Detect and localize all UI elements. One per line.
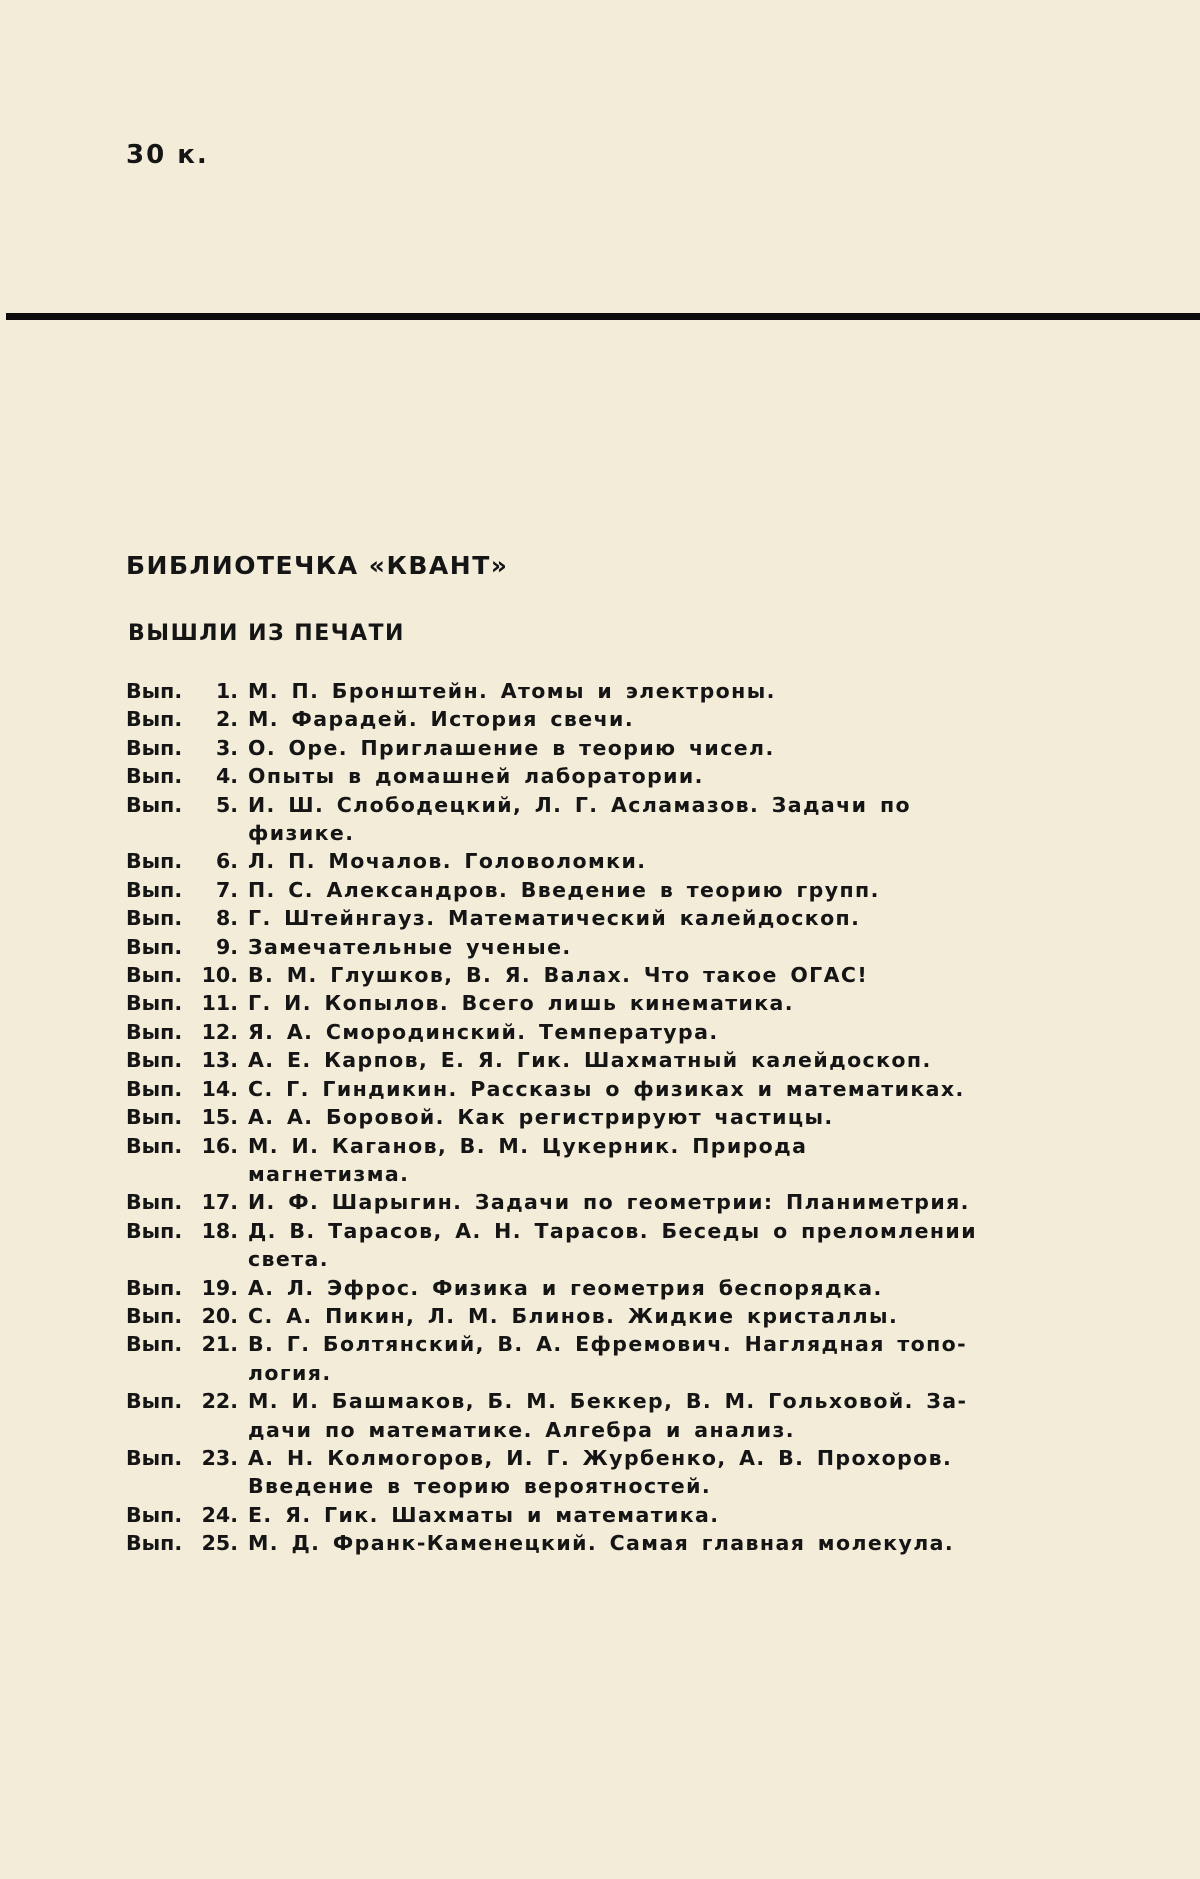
issue-number: 13. bbox=[201, 1048, 238, 1073]
issue-title: А. Л. Эфрос. Физика и геометрия беспорядка. bbox=[248, 1275, 883, 1300]
issue-item bbox=[126, 1046, 1056, 1074]
issue-item bbox=[126, 1132, 1056, 1189]
issue-item bbox=[126, 1075, 1056, 1103]
issue-item bbox=[126, 1501, 1056, 1529]
issue-prefix: Вып. bbox=[126, 906, 183, 931]
issue-title: Г. Штейнгауз. Математический калейдоскоп. bbox=[248, 906, 861, 931]
issue-prefix: Вып. bbox=[126, 1048, 183, 1073]
issue-item bbox=[126, 705, 1056, 733]
issue-item bbox=[126, 734, 1056, 762]
issue-title: Е. Я. Гик. Шахматы и математика. bbox=[248, 1502, 720, 1527]
issue-title: С. А. Пикин, Л. М. Блинов. Жидкие кристаллы. bbox=[248, 1303, 899, 1328]
issue-prefix: Вып. bbox=[126, 735, 183, 760]
issue-title: В. М. Глушков, В. Я. Валах. Что такое ОГАС! bbox=[248, 963, 869, 988]
issue-title: Я. А. Смородинский. Температура. bbox=[248, 1019, 719, 1044]
issue-title: Опыты в домашней лаборатории. bbox=[248, 764, 704, 789]
issue-prefix: Вып. bbox=[126, 1019, 183, 1044]
issue-item bbox=[126, 933, 1056, 961]
price-label: 30 к. bbox=[126, 140, 209, 170]
issue-prefix: Вып. bbox=[126, 1502, 183, 1527]
issue-prefix: Вып. bbox=[126, 1303, 183, 1328]
horizontal-rule bbox=[6, 313, 1200, 320]
issue-number: 9. bbox=[215, 934, 238, 959]
issue-number: 1. bbox=[215, 679, 238, 703]
issue-prefix: Вып. bbox=[126, 707, 183, 732]
issue-item bbox=[126, 1444, 1056, 1501]
issue-number: 21. bbox=[201, 1332, 238, 1357]
issue-prefix: Вып. bbox=[126, 764, 183, 789]
issue-prefix: Вып. bbox=[126, 849, 183, 874]
issue-item bbox=[126, 1217, 1056, 1274]
issue-title: А. А. Боровой. Как регистрируют частицы. bbox=[248, 1105, 834, 1130]
issue-title: И. Ф. Шарыгин. Задачи по геометрии: Планиметрия. bbox=[248, 1190, 970, 1215]
issue-number: 14. bbox=[201, 1076, 238, 1101]
issue-prefix: Вып. bbox=[126, 1332, 183, 1357]
issue-number: 4. bbox=[215, 764, 238, 789]
issue-prefix: Вып. bbox=[126, 792, 183, 817]
issue-title: А. Н. Колмогоров, И. Г. Журбенко, А. В. Прохоров. Введение в теорию вероятностей. bbox=[248, 1445, 953, 1499]
issue-list bbox=[126, 677, 1056, 1558]
issue-item bbox=[126, 1302, 1056, 1330]
issue-title: О. Оре. Приглашение в теорию чисел. bbox=[248, 735, 775, 760]
issue-number: 2. bbox=[215, 707, 238, 732]
issue-prefix: Вып. bbox=[126, 1275, 183, 1300]
issue-item bbox=[126, 1274, 1056, 1302]
issue-number: 11. bbox=[201, 991, 238, 1016]
issue-prefix: Вып. bbox=[126, 991, 183, 1016]
issue-title: М. И. Башмаков, Б. М. Беккер, В. М. Гольховой. За- дачи по математике. Алгебра и анализ. bbox=[248, 1389, 968, 1442]
issue-item bbox=[126, 989, 1056, 1017]
issue-item bbox=[126, 1330, 1056, 1387]
issue-prefix: Вып. bbox=[126, 1218, 183, 1243]
issue-item bbox=[126, 876, 1056, 904]
issue-item bbox=[126, 677, 1056, 705]
issue-item bbox=[126, 847, 1056, 875]
issue-prefix: Вып. bbox=[126, 1190, 183, 1215]
issue-number: 19. bbox=[201, 1275, 238, 1300]
issue-number: 6. bbox=[215, 849, 238, 874]
issue-number: 25. bbox=[201, 1531, 238, 1556]
issue-number: 3. bbox=[215, 735, 238, 760]
issue-prefix: Вып. bbox=[126, 1531, 183, 1556]
issue-number: 20. bbox=[201, 1303, 238, 1328]
issue-prefix: Вып. bbox=[126, 1133, 183, 1158]
issue-item bbox=[126, 791, 1056, 848]
issue-number: 8. bbox=[215, 906, 238, 931]
issue-number: 5. bbox=[215, 792, 238, 817]
issue-title: Замечательные ученые. bbox=[248, 934, 572, 959]
issue-number: 24. bbox=[201, 1502, 238, 1527]
issue-item bbox=[126, 961, 1056, 989]
series-title: БИБЛИОТЕЧКА «КВАНТ» bbox=[126, 551, 509, 580]
issue-prefix: Вып. bbox=[126, 934, 183, 959]
issue-prefix: Вып. bbox=[126, 1105, 183, 1130]
issue-number: 15. bbox=[201, 1105, 238, 1130]
issue-number: 12. bbox=[201, 1019, 238, 1044]
issue-title: Г. И. Копылов. Всего лишь кинематика. bbox=[248, 991, 794, 1016]
issue-number: 18. bbox=[201, 1218, 238, 1243]
issue-item bbox=[126, 762, 1056, 790]
issue-title: М. Д. Франк-Каменецкий. Самая главная молекула. bbox=[248, 1531, 955, 1556]
issue-item bbox=[126, 1188, 1056, 1216]
issue-number: 17. bbox=[201, 1190, 238, 1215]
issue-item bbox=[126, 1529, 1056, 1557]
issue-title: Л. П. Мочалов. Головоломки. bbox=[248, 849, 647, 874]
issue-prefix: Вып. bbox=[126, 1389, 183, 1414]
issue-title: М. И. Каганов, В. М. Цукерник. Природа магнетизма. bbox=[248, 1133, 808, 1186]
issue-number: 16. bbox=[201, 1133, 238, 1158]
issue-number: 22. bbox=[201, 1389, 238, 1414]
issue-title: И. Ш. Слободецкий, Л. Г. Асламазов. Задачи по физике. bbox=[248, 792, 911, 846]
issue-prefix: Вып. bbox=[126, 877, 183, 902]
issue-item bbox=[126, 1018, 1056, 1046]
issue-title: С. Г. Гиндикин. Рассказы о физиках и математиках. bbox=[248, 1076, 965, 1101]
issue-title: М. Фарадей. История свечи. bbox=[248, 707, 635, 732]
published-subtitle: ВЫШЛИ ИЗ ПЕЧАТИ bbox=[128, 621, 405, 646]
issue-prefix: Вып. bbox=[126, 1445, 183, 1470]
issue-number: 10. bbox=[201, 963, 238, 988]
issue-item bbox=[126, 904, 1056, 932]
issue-title: А. Е. Карпов, Е. Я. Гик. Шахматный калейдоскоп. bbox=[248, 1048, 932, 1073]
issue-prefix: Вып. bbox=[126, 963, 183, 988]
issue-number: 23. bbox=[201, 1445, 238, 1470]
issue-prefix: Вып. bbox=[126, 1076, 183, 1101]
issue-title: П. С. Александров. Введение в теорию групп. bbox=[248, 877, 880, 902]
issue-title: М. П. Бронштейн. Атомы и электроны. bbox=[248, 679, 776, 703]
issue-title: В. Г. Болтянский, В. А. Ефремович. Наглядная топо- логия. bbox=[248, 1332, 968, 1385]
issue-number: 7. bbox=[215, 877, 238, 902]
issue-item bbox=[126, 1103, 1056, 1131]
issue-prefix: Вып. bbox=[126, 679, 183, 703]
issue-item bbox=[126, 1387, 1056, 1444]
issue-title: Д. В. Тарасов, А. Н. Тарасов. Беседы о преломлении света. bbox=[248, 1218, 977, 1272]
